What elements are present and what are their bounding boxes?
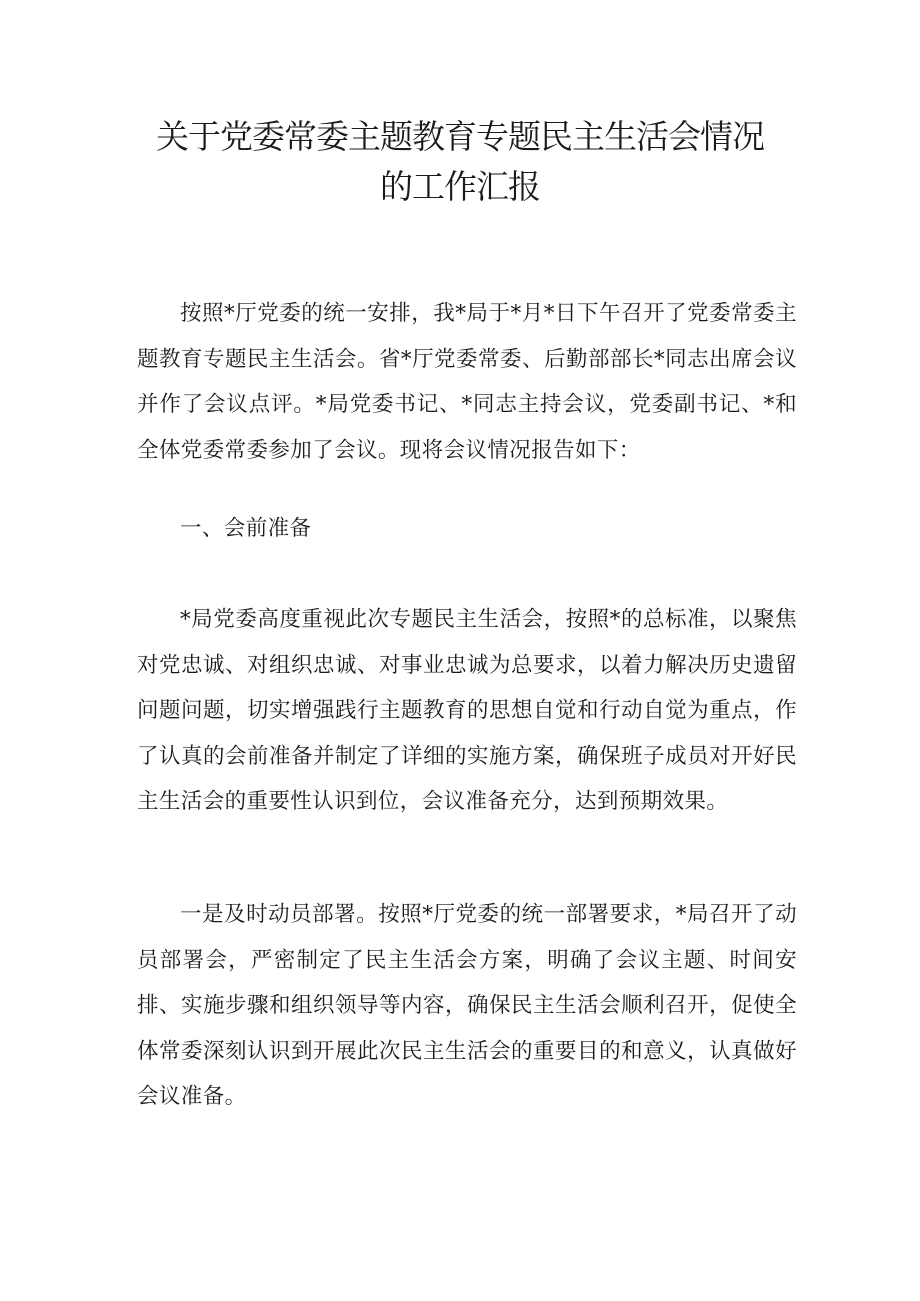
section-heading: 一、会前准备 [180,516,312,541]
section-paragraph: *局党委高度重视此次专题民主生活会，按照*的总标准，以聚焦对党忠诚、对组织忠诚、对事业忠诚为总要求，以着力解决历史遗留问题问题，切实增强践行主题教育的思想自觉和行动自觉为重点，作了认真的会前准备并制定了详细的实施方案，确保班子成员对开好民主生活会的重要性认识到位，会议准备充分，达到预期效果。 [137,607,797,814]
intro-paragraph: 按照*厅党委的统一安排，我*局于*月*日下午召开了党委常委主题教育专题民主生活会。省*厅党委常委、后勤部部长*同志出席会议并作了会议点评。*局党委书记、*同志主持会议，党委副书记、*和全体党委常委参加了会议。现将会议情况报告如下： [137,301,797,463]
document-title: 关于党委常委主题教育专题民主生活会情况的工作汇报 [156,117,764,206]
point-one-paragraph: 一是及时动员部署。按照*厅党委的统一部署要求，*局召开了动员部署会，严密制定了民主生活会方案，明确了会议主题、时间安排、实施步骤和组织领导等内容，确保民主生活会顺利召开，促使全体常委深刻认识到开展此次民主生活会的重要目的和意义，认真做好会议准备。 [137,902,797,1109]
